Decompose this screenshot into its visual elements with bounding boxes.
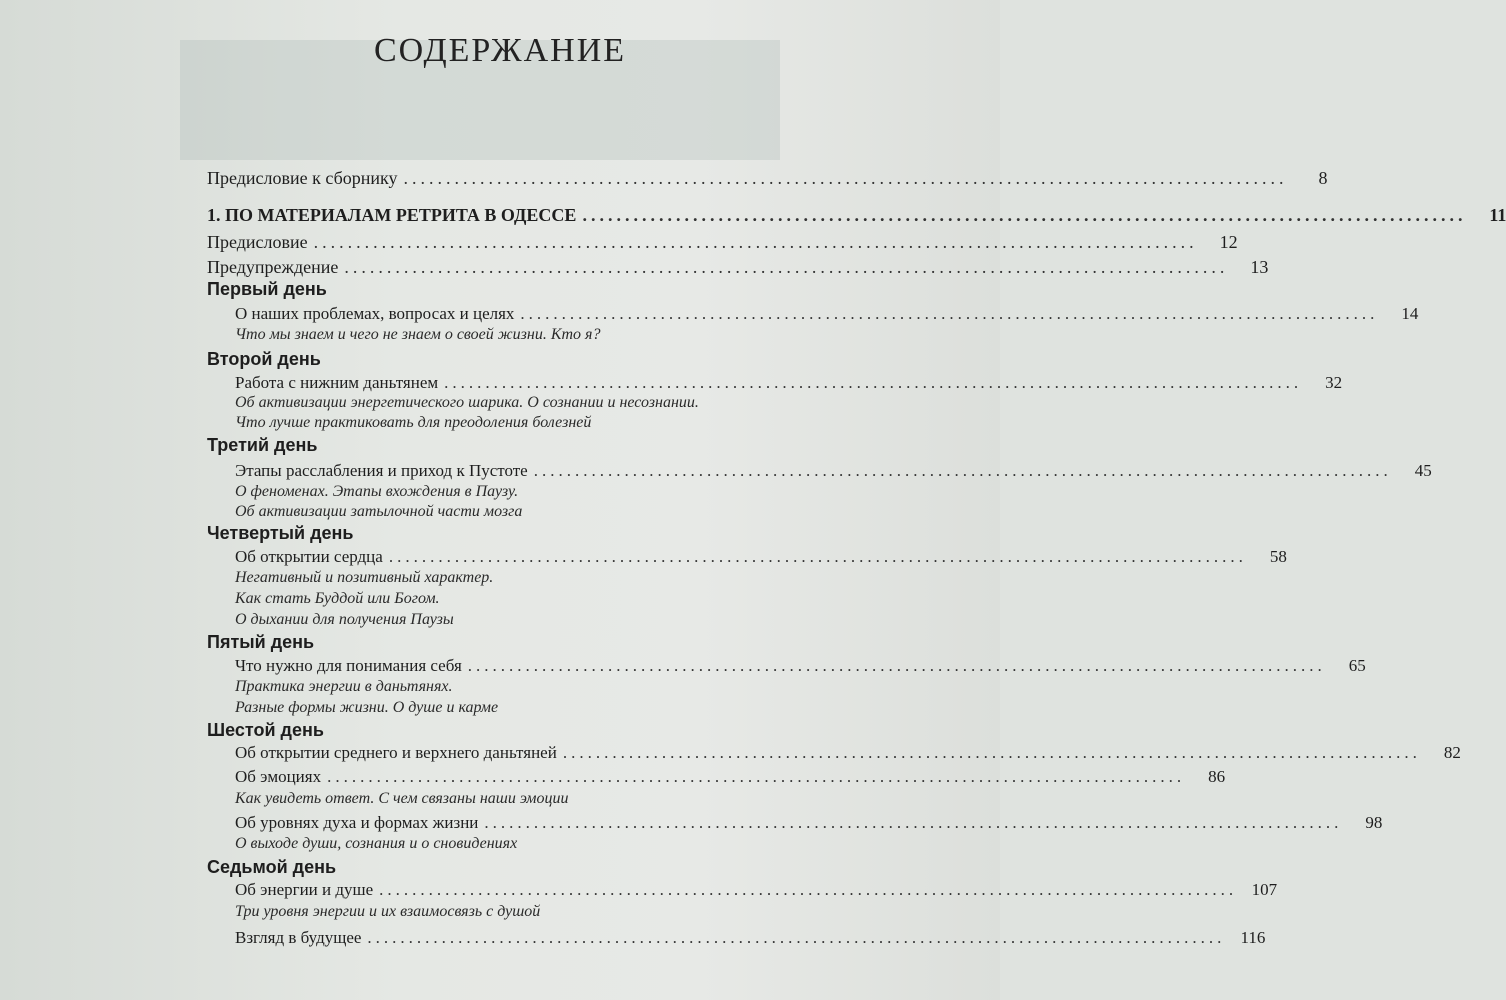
day-heading: Седьмой день — [207, 857, 337, 877]
toc-entry — [235, 813, 1383, 833]
toc-entry-label: 1. ПО МАТЕРИАЛАМ РЕТРИТА В ОДЕССЕ — [207, 205, 577, 225]
toc-entry-label: Этапы расслабления и приход к Пустоте — [235, 461, 528, 480]
toc-entry-page: 98 — [1365, 813, 1383, 832]
day-heading: Шестой день — [207, 720, 324, 740]
toc-entry — [235, 880, 1278, 900]
toc-entry-page: 13 — [1250, 257, 1269, 277]
toc-entry — [235, 656, 1366, 676]
toc-entry-label: Об энергии и душе — [235, 880, 374, 899]
entry-subtitle: Практика энергии в даньтянях. — [235, 678, 453, 695]
leader-dots: ........................................................................................................ — [582, 205, 1467, 225]
toc-entry-label: Предисловие — [207, 232, 308, 252]
toc-entry — [235, 461, 1432, 481]
toc-entry-page: 14 — [1401, 304, 1419, 323]
leader-dots: ........................................................................................................ — [327, 767, 1186, 786]
toc-entry-page: 58 — [1269, 547, 1287, 566]
toc-entry-page: 11 — [1489, 205, 1506, 225]
toc-entry-label: Работа с нижним даньтянем — [235, 373, 439, 392]
toc-entry-label: О наших проблемах, вопросах и целях — [235, 304, 515, 323]
toc-entry-page: 82 — [1443, 743, 1461, 762]
toc-entry-label: Взгляд в будущее — [235, 928, 362, 947]
day-heading: Второй день — [207, 349, 321, 369]
toc-entry-label: Об уровнях духа и формах жизни — [235, 813, 479, 832]
day-heading: Пятый день — [207, 632, 315, 652]
toc-entry — [235, 928, 1266, 948]
entry-subtitle: Разные формы жизни. О душе и карме — [235, 699, 499, 716]
toc-entry-label: Предупреждение — [207, 257, 339, 277]
entry-subtitle: О феноменах. Этапы вхождения в Паузу. — [235, 483, 519, 500]
day-heading: Первый день — [207, 279, 327, 299]
leader-dots: ........................................................................................................ — [313, 232, 1198, 252]
toc-entry-label: Об открытии сердца — [235, 547, 383, 566]
toc-entry-page: 8 — [1318, 168, 1328, 188]
toc-entry-label: Предисловие к сборнику — [207, 168, 398, 188]
toc-entry-page: 116 — [1240, 928, 1266, 947]
leader-dots: ........................................................................................................ — [533, 461, 1392, 480]
leader-dots: ........................................................................................................ — [484, 813, 1343, 832]
toc-entry-page: 86 — [1208, 767, 1226, 786]
toc-entry-page: 65 — [1348, 656, 1366, 675]
entry-subtitle: Об активизации затылочной части мозга — [235, 503, 523, 520]
toc-entry-label: Об эмоциях — [235, 767, 322, 786]
leader-dots: ........................................................................................................ — [379, 880, 1238, 899]
toc-entry — [207, 257, 1269, 278]
toc-entry-page: 107 — [1251, 880, 1278, 899]
leader-dots: ........................................................................................................ — [403, 168, 1288, 188]
leader-dots: ........................................................................................................ — [562, 743, 1421, 762]
entry-subtitle: Что мы знаем и чего не знаем о своей жизни. Кто я? — [235, 326, 601, 343]
leader-dots: ........................................................................................................ — [520, 304, 1379, 323]
day-heading: Четвертый день — [207, 523, 354, 543]
toc-entry-page: 32 — [1325, 373, 1343, 392]
leader-dots: ........................................................................................................ — [388, 547, 1247, 566]
page-title: СОДЕРЖАНИЕ — [373, 32, 627, 69]
entry-subtitle: Как увидеть ответ. С чем связаны наши эмоции — [235, 790, 569, 807]
leader-dots: ........................................................................................................ — [444, 373, 1303, 392]
toc-entry-label: Что нужно для понимания себя — [235, 656, 462, 675]
toc-entry — [235, 547, 1287, 567]
entry-subtitle: О дыхании для получения Паузы — [235, 611, 454, 628]
entry-subtitle: Три уровня энергии и их взаимосвязь с душой — [235, 903, 541, 920]
entry-subtitle: О выходе души, сознания и о сновидениях — [235, 835, 518, 852]
toc-entry — [235, 304, 1419, 324]
entry-subtitle: Негативный и позитивный характер. — [235, 569, 494, 586]
toc-entry — [235, 767, 1226, 787]
toc-entry-page: 12 — [1219, 232, 1238, 252]
entry-subtitle: Как стать Буддой или Богом. — [235, 590, 440, 607]
toc-entry — [207, 168, 1328, 189]
toc-entry — [235, 743, 1461, 763]
toc-entry — [207, 232, 1238, 253]
leader-dots: ........................................................................................................ — [367, 928, 1226, 947]
leader-dots: ........................................................................................................ — [344, 257, 1229, 277]
leader-dots: ........................................................................................................ — [467, 656, 1326, 675]
toc-entry-page: 45 — [1414, 461, 1432, 480]
toc-entry-label: Об открытии среднего и верхнего даньтяней — [235, 743, 557, 762]
toc-section-entry — [207, 205, 1506, 226]
day-heading: Третий день — [207, 435, 318, 455]
toc-entry — [235, 373, 1343, 393]
entry-subtitle: Что лучше практиковать для преодоления болезней — [235, 414, 592, 431]
entry-subtitle: Об активизации энергетического шарика. О сознании и несознании. — [235, 394, 699, 411]
